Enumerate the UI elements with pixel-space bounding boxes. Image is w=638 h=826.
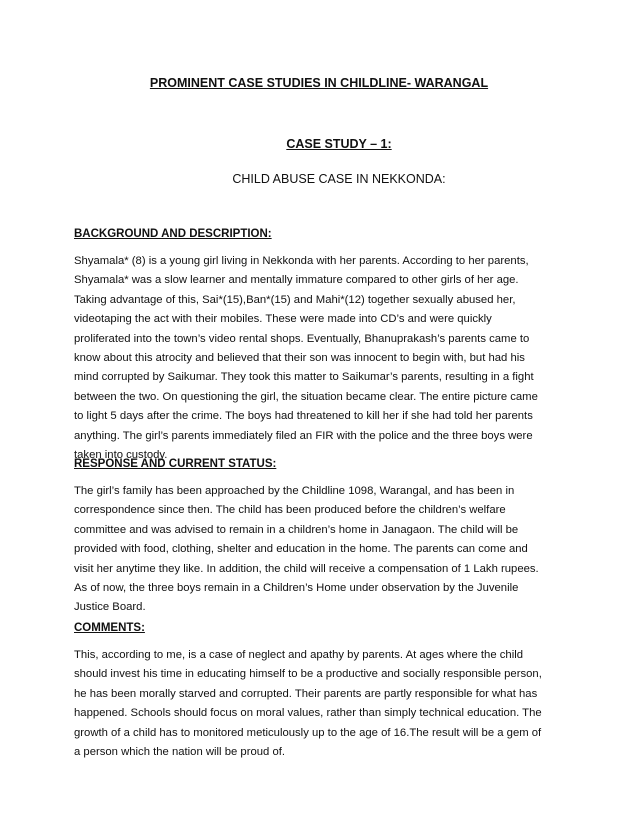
- paragraph-line: Shyamala* was a slow learner and mentally immature compared to other girls of her age.: [74, 274, 519, 287]
- response-paragraph: [74, 482, 564, 618]
- document-title: PROMINENT CASE STUDIES IN CHILDLINE- WARANGAL: [149, 76, 489, 90]
- background-heading: BACKGROUND AND DESCRIPTION:: [74, 228, 272, 240]
- case-study-subtitle: CHILD ABUSE CASE IN NEKKONDA:: [232, 172, 446, 186]
- response-section: [74, 456, 564, 618]
- paragraph-line: The girl’s family has been approached by the Childline 1098, Warangal, and has been in: [74, 485, 515, 497]
- paragraph-line: he has been morally starved and corrupted. Their parents are partly responsible for what has: [74, 687, 538, 700]
- paragraph-line: mind corrupted by Saikumar. They took this matter to Saikumar’s parents, resulting in a fight: [74, 371, 534, 384]
- paragraph-line: correspondence since then. The child has been produced before the children’s welfare: [74, 504, 506, 517]
- paragraph-line: taken into custody.: [74, 449, 168, 462]
- paragraph-line: As of now, the three boys remain in a Children’s Home under observation by the Juvenile: [74, 582, 519, 595]
- paragraph-line: to light 5 days after the crime. The boys had threatened to kill her if she had told her parents: [74, 410, 533, 423]
- paragraph-line: proliferated into the town’s video rental shops. Eventually, Bhanuprakash’s parents came to: [74, 332, 530, 345]
- paragraph-line: Shyamala* (8) is a young girl living in Nekkonda with her parents. According to her parents,: [74, 255, 529, 267]
- paragraph-line: committee and was advised to remain in a children’s home in Janagaon. The child will be: [74, 523, 519, 536]
- case-study-heading: CASE STUDY – 1:: [286, 137, 392, 151]
- paragraph-line: between the two. On questioning the girl, the situation became clear. The entire picture came: [74, 390, 538, 403]
- comments-section: [74, 620, 564, 762]
- paragraph-line: This, according to me, is a case of neglect and apathy by parents. At ages where the child: [74, 649, 523, 661]
- paragraph-line: videotaping the act with their mobiles. These were made into CD’s and were quickly: [74, 313, 492, 326]
- paragraph-line: growth of a child has to monitored meticulously up to the age of 16.The result will be a gem of: [74, 726, 542, 739]
- paragraph-line: know about this atrocity and believed that their son was innocent to begin with, but had his: [74, 352, 525, 365]
- background-paragraph: [74, 252, 564, 465]
- paragraph-line: should invest his time in educating himself to be a productive and socially responsible person,: [74, 668, 542, 681]
- paragraph-line: a person which the nation will be proud of.: [74, 746, 286, 759]
- response-heading: RESPONSE AND CURRENT STATUS:: [74, 458, 277, 470]
- comments-paragraph: [74, 646, 564, 762]
- paragraph-line: Taking advantage of this, Sai*(15),Ban*(15) and Mahi*(12) together sexually abused her,: [74, 293, 516, 306]
- comments-heading: COMMENTS:: [74, 622, 145, 634]
- paragraph-line: happened. Schools should focus on moral values, rather than simply technical education. The: [74, 707, 542, 720]
- paragraph-line: Justice Board.: [74, 601, 146, 614]
- paragraph-line: anything. The girl’s parents immediately filed an FIR with the police and the three boys were: [74, 429, 533, 442]
- paragraph-line: provided with food, clothing, shelter and education in the home. The parents can come and: [74, 543, 528, 556]
- background-section: [74, 226, 564, 465]
- paragraph-line: visit her anytime they like. In addition, the child will receive a compensation of 1 Lakh rupees.: [74, 562, 539, 575]
